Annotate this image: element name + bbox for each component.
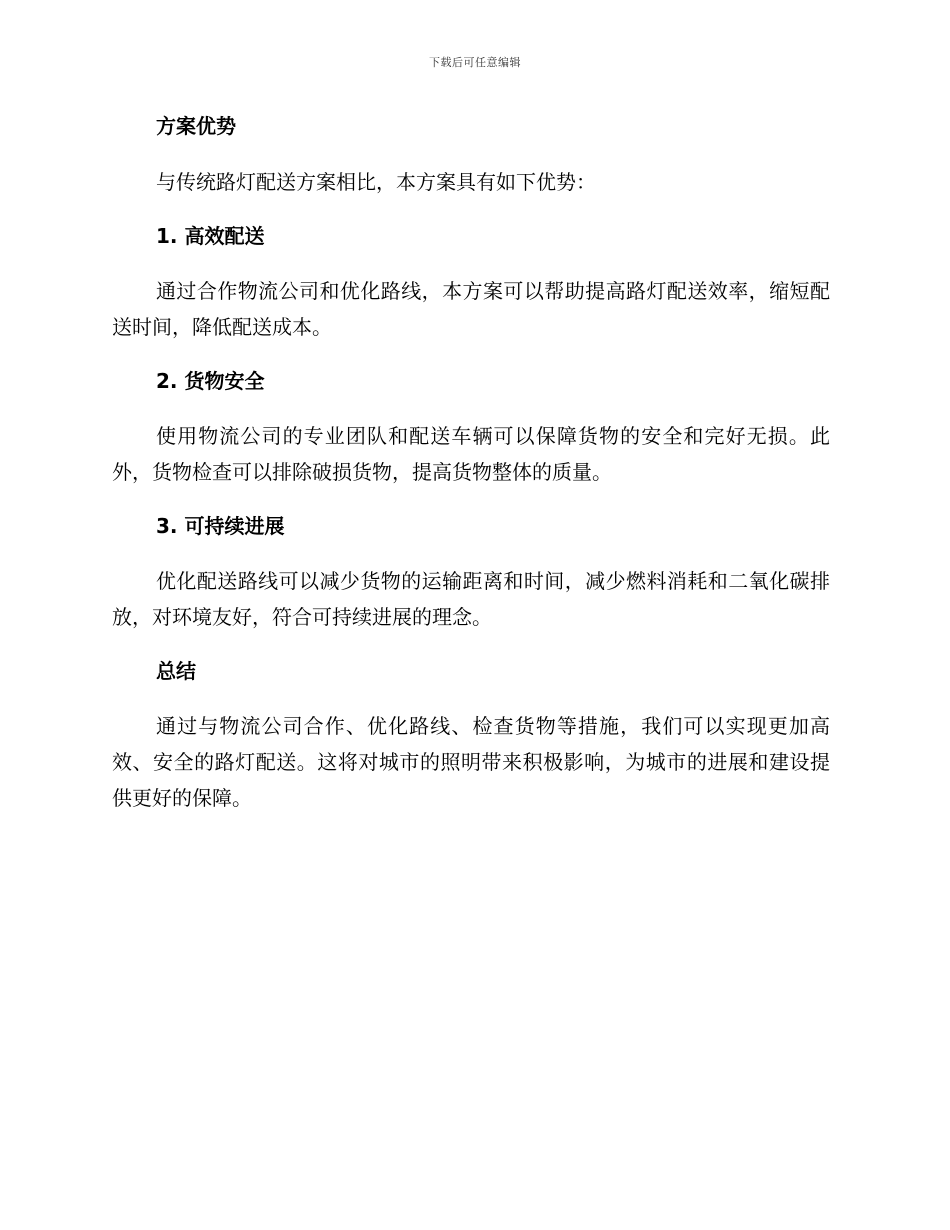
- section-paragraph-summary: 通过与物流公司合作、优化路线、检查货物等措施，我们可以实现更加高效、安全的路灯配送。这将对城市的照明带来积极影响，为城市的进展和建设提供更好的保障。: [112, 714, 830, 810]
- section-paragraph-cargo-safety: 使用物流公司的专业团队和配送车辆可以保障货物的安全和完好无损。此外，货物检查可以排除破损货物，提高货物整体的质量。: [112, 424, 830, 484]
- section-heading-sustainable-progress: 3. 可持续进展: [156, 514, 285, 538]
- section-paragraph-advantages: 与传统路灯配送方案相比，本方案具有如下优势：: [156, 170, 596, 194]
- section-heading-summary: 总结: [156, 659, 196, 683]
- section-heading-cargo-safety: 2. 货物安全: [156, 369, 265, 393]
- section-paragraph-sustainable-progress: 优化配送路线可以减少货物的运输距离和时间，减少燃料消耗和二氧化碳排放，对环境友好，符合可持续进展的理念。: [112, 569, 830, 629]
- document-body: [112, 110, 830, 816]
- section-paragraph-efficient-delivery: 通过合作物流公司和优化路线，本方案可以帮助提高路灯配送效率，缩短配送时间，降低配送成本。: [112, 279, 830, 339]
- header-note: 下载后可任意编辑: [429, 56, 521, 69]
- section-heading-advantages: 方案优势: [156, 114, 236, 138]
- section-heading-efficient-delivery: 1. 高效配送: [156, 224, 265, 248]
